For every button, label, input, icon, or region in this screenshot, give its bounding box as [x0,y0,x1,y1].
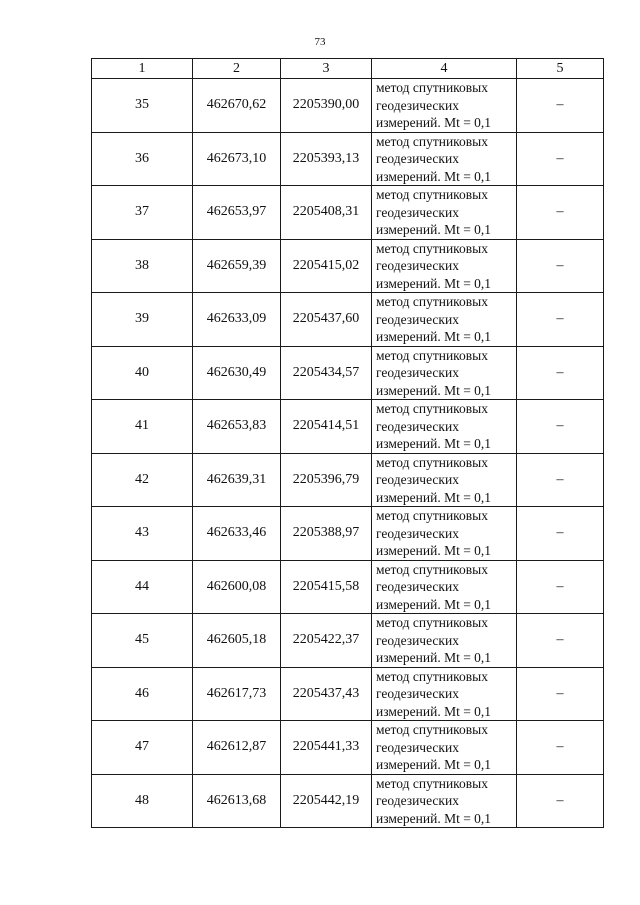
point-number-cell: 39 [92,293,193,347]
method-cell: метод спутниковых геодезических измерений. Mt = 0,1 [372,774,517,828]
x-coordinate-cell: 462633,09 [193,293,281,347]
note-cell: – [517,507,604,561]
table-row [92,507,604,561]
point-number-cell: 40 [92,346,193,400]
method-cell: метод спутниковых геодезических измерений. Mt = 0,1 [372,721,517,775]
coordinates-table [91,58,604,828]
table-row [92,239,604,293]
table-header-row [92,59,604,79]
point-number-cell: 42 [92,453,193,507]
note-cell: – [517,774,604,828]
x-coordinate-cell: 462639,31 [193,453,281,507]
x-coordinate-cell: 462633,46 [193,507,281,561]
table-row [92,453,604,507]
y-coordinate-cell: 2205437,43 [281,667,372,721]
point-number-cell: 45 [92,614,193,668]
x-coordinate-cell: 462673,10 [193,132,281,186]
point-number-cell: 35 [92,79,193,133]
note-cell: – [517,132,604,186]
y-coordinate-cell: 2205414,51 [281,400,372,454]
method-cell: метод спутниковых геодезических измерений. Mt = 0,1 [372,293,517,347]
point-number-cell: 37 [92,186,193,240]
method-cell: метод спутниковых геодезических измерений. Mt = 0,1 [372,79,517,133]
x-coordinate-cell: 462600,08 [193,560,281,614]
method-cell: метод спутниковых геодезических измерений. Mt = 0,1 [372,132,517,186]
x-coordinate-cell: 462659,39 [193,239,281,293]
note-cell: – [517,346,604,400]
x-coordinate-cell: 462670,62 [193,79,281,133]
y-coordinate-cell: 2205437,60 [281,293,372,347]
method-cell: метод спутниковых геодезических измерений. Mt = 0,1 [372,667,517,721]
x-coordinate-cell: 462613,68 [193,774,281,828]
point-number-cell: 46 [92,667,193,721]
y-coordinate-cell: 2205434,57 [281,346,372,400]
table-row [92,346,604,400]
method-cell: метод спутниковых геодезических измерений. Mt = 0,1 [372,186,517,240]
y-coordinate-cell: 2205408,31 [281,186,372,240]
point-number-cell: 41 [92,400,193,454]
method-cell: метод спутниковых геодезических измерений. Mt = 0,1 [372,346,517,400]
column-header-3: 3 [281,59,372,79]
table-row [92,774,604,828]
note-cell: – [517,400,604,454]
y-coordinate-cell: 2205415,58 [281,560,372,614]
y-coordinate-cell: 2205393,13 [281,132,372,186]
note-cell: – [517,239,604,293]
point-number-cell: 36 [92,132,193,186]
note-cell: – [517,453,604,507]
method-cell: метод спутниковых геодезических измерений. Mt = 0,1 [372,507,517,561]
x-coordinate-cell: 462653,83 [193,400,281,454]
x-coordinate-cell: 462653,97 [193,186,281,240]
method-cell: метод спутниковых геодезических измерений. Mt = 0,1 [372,239,517,293]
point-number-cell: 48 [92,774,193,828]
y-coordinate-cell: 2205422,37 [281,614,372,668]
table-row [92,400,604,454]
note-cell: – [517,186,604,240]
note-cell: – [517,293,604,347]
y-coordinate-cell: 2205388,97 [281,507,372,561]
y-coordinate-cell: 2205441,33 [281,721,372,775]
table-row [92,132,604,186]
table-row [92,667,604,721]
method-cell: метод спутниковых геодезических измерений. Mt = 0,1 [372,453,517,507]
note-cell: – [517,667,604,721]
table-row [92,79,604,133]
y-coordinate-cell: 2205390,00 [281,79,372,133]
y-coordinate-cell: 2205396,79 [281,453,372,507]
note-cell: – [517,79,604,133]
note-cell: – [517,560,604,614]
y-coordinate-cell: 2205415,02 [281,239,372,293]
column-header-4: 4 [372,59,517,79]
method-cell: метод спутниковых геодезических измерений. Mt = 0,1 [372,614,517,668]
point-number-cell: 38 [92,239,193,293]
method-cell: метод спутниковых геодезических измерений. Mt = 0,1 [372,400,517,454]
x-coordinate-cell: 462605,18 [193,614,281,668]
x-coordinate-cell: 462612,87 [193,721,281,775]
note-cell: – [517,614,604,668]
table-row [92,560,604,614]
x-coordinate-cell: 462617,73 [193,667,281,721]
page-number: 73 [314,36,326,48]
x-coordinate-cell: 462630,49 [193,346,281,400]
table-row [92,721,604,775]
table-row [92,293,604,347]
method-cell: метод спутниковых геодезических измерений. Mt = 0,1 [372,560,517,614]
point-number-cell: 44 [92,560,193,614]
column-header-1: 1 [92,59,193,79]
table-row [92,614,604,668]
table-row [92,186,604,240]
column-header-5: 5 [517,59,604,79]
y-coordinate-cell: 2205442,19 [281,774,372,828]
point-number-cell: 47 [92,721,193,775]
table-body [92,79,604,828]
note-cell: – [517,721,604,775]
column-header-2: 2 [193,59,281,79]
point-number-cell: 43 [92,507,193,561]
